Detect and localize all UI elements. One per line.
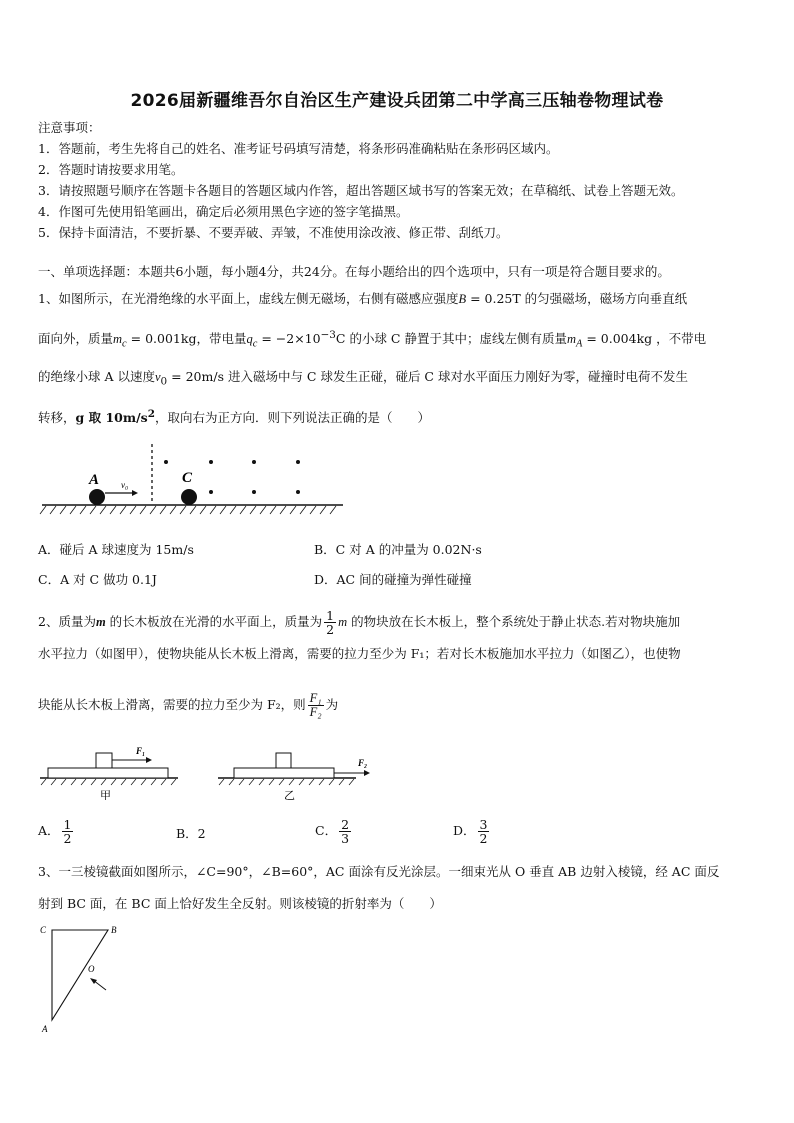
q1-option-c[interactable]: C．A 对 C 做功 0.1J bbox=[38, 572, 157, 587]
label-c: C bbox=[182, 470, 193, 486]
svg-text:乙: 乙 bbox=[284, 790, 295, 800]
figure-yi bbox=[218, 753, 370, 800]
q1-option-d[interactable]: D．AC 间的碰撞为弹性碰撞 bbox=[314, 572, 472, 587]
notice-item-4: 4．作图可先使用铅笔画出，确定后必须用黑色字迹的签字笔描黑。 bbox=[38, 204, 409, 219]
svg-text:A: A bbox=[42, 1024, 48, 1034]
notice-item-1: 1．答题前，考生先将自己的姓名、准考证号码填写清楚，将条形码准确粘贴在条形码区域内。 bbox=[38, 141, 559, 156]
ball-c bbox=[181, 489, 197, 505]
q2-option-b[interactable]: B．2 bbox=[176, 826, 206, 841]
svg-text:B: B bbox=[111, 925, 117, 935]
svg-text:C: C bbox=[40, 925, 47, 935]
svg-text:甲: 甲 bbox=[100, 790, 111, 800]
q1-line-2: 面向外，质量$m_c = 0.001kg$，带电量$q_c = -2\times 10^{-3}C$ 的小球 C 静置于其中；虚线左侧有质量$m_A = 0.004kg$ ，不带电 bbox=[38, 329, 707, 350]
notice-heading: 注意事项： bbox=[38, 120, 101, 135]
q2-option-d[interactable]: D． $\frac{3}{2}$ bbox=[453, 817, 488, 846]
figure-jia bbox=[40, 746, 178, 800]
q3-prism-figure bbox=[36, 920, 136, 1040]
q2-figures bbox=[38, 740, 398, 800]
ball-a bbox=[89, 489, 105, 505]
q1-line-1: 1、如图所示，在光滑绝缘的水平面上，虚线左侧无磁场，右侧有磁感应强度B = 0.25T 的匀强磁场，磁场方向垂直纸 bbox=[38, 291, 688, 306]
svg-text:F₁: F₁ bbox=[136, 746, 146, 756]
q2-line-3: 块能从长木板上滑离，需要的拉力至少为 F₂，则 $\frac{\text{F₁}}{\text{F₂}}$ 为 bbox=[38, 691, 339, 719]
page-title: 2026届新疆维吾尔自治区生产建设兵团第二中学高三压轴卷物理试卷 bbox=[130, 91, 664, 111]
force-arrow-icon bbox=[364, 770, 370, 776]
svg-text:F₂: F₂ bbox=[358, 758, 368, 768]
section-heading: 一、单项选择题：本题共6小题，每小题4分，共24分。在每小题给出的四个选项中，只有一项是符合题目要求的。 bbox=[38, 264, 670, 279]
q2-option-a[interactable]: A． $\frac{1}{2}$ bbox=[38, 817, 72, 846]
fraction-f1-f2: $\frac{\text{F₁}}{\text{F₂}}$ bbox=[309, 691, 322, 719]
q1-figure bbox=[38, 440, 348, 520]
notice-item-5: 5．保持卡面清洁，不要折暴、不要弄破、弄皱，不准使用涂改液、修正带、刮纸刀。 bbox=[38, 225, 509, 240]
q2-option-c[interactable]: C． $\frac{2}{3}$ bbox=[315, 817, 350, 846]
q1-line-3: 的绝缘小球 A 以速度$v_0 = 20m/s$ 进入磁场中与 C 球发生正碰，碰后 C 球对水平面压力刚好为零，碰撞时电荷不发生 bbox=[38, 369, 688, 388]
label-v0: v₀ bbox=[121, 480, 129, 490]
q2-line-1: 2、质量为m 的长木板放在光滑的水平面上，质量为 $\frac{1}{2}$ m 的物块放在长木板上，整个系统处于静止状态.若对物块施加 bbox=[38, 608, 681, 637]
q1-option-b[interactable]: B．C 对 A 的冲量为 0.02N·s bbox=[314, 542, 482, 557]
notice-item-2: 2．答题时请按要求用笔。 bbox=[38, 162, 184, 177]
force-arrow-icon bbox=[146, 757, 152, 763]
q2-line-2: 水平拉力（如图甲），使物块能从长木板上滑离，需要的拉力至少为 F₁；若对长木板施加水平拉力（如图乙），也使物 bbox=[38, 646, 681, 661]
fraction-half: $\frac{1}{2}$ bbox=[326, 608, 335, 637]
q1-line-4: 转移，g 取 $10m/s^2$，取向右为正方向．则下列说法正确的是（ ） bbox=[38, 408, 430, 426]
notice-item-3: 3．请按照题号顺序在答题卡各题目的答题区域内作答，超出答题区域书写的答案无效；在草稿纸、试卷上答题无效。 bbox=[38, 183, 684, 198]
q3-line-1: 3、一三棱镜截面如图所示，∠C=90°，∠B=60°，AC 面涂有反光涂层。一细束光从 O 垂直 AB 边射入棱镜，经 AC 面反 bbox=[38, 864, 720, 879]
q3-line-2: 射到 BC 面，在 BC 面上恰好发生全反射。则该棱镜的折射率为（ ） bbox=[38, 896, 442, 911]
velocity-arrow-icon bbox=[132, 490, 138, 496]
light-ray-arrow-icon bbox=[90, 978, 97, 984]
label-a: A bbox=[89, 472, 100, 488]
q1-option-a[interactable]: A．碰后 A 球速度为 15m/s bbox=[38, 542, 194, 557]
svg-text:O: O bbox=[88, 964, 95, 974]
